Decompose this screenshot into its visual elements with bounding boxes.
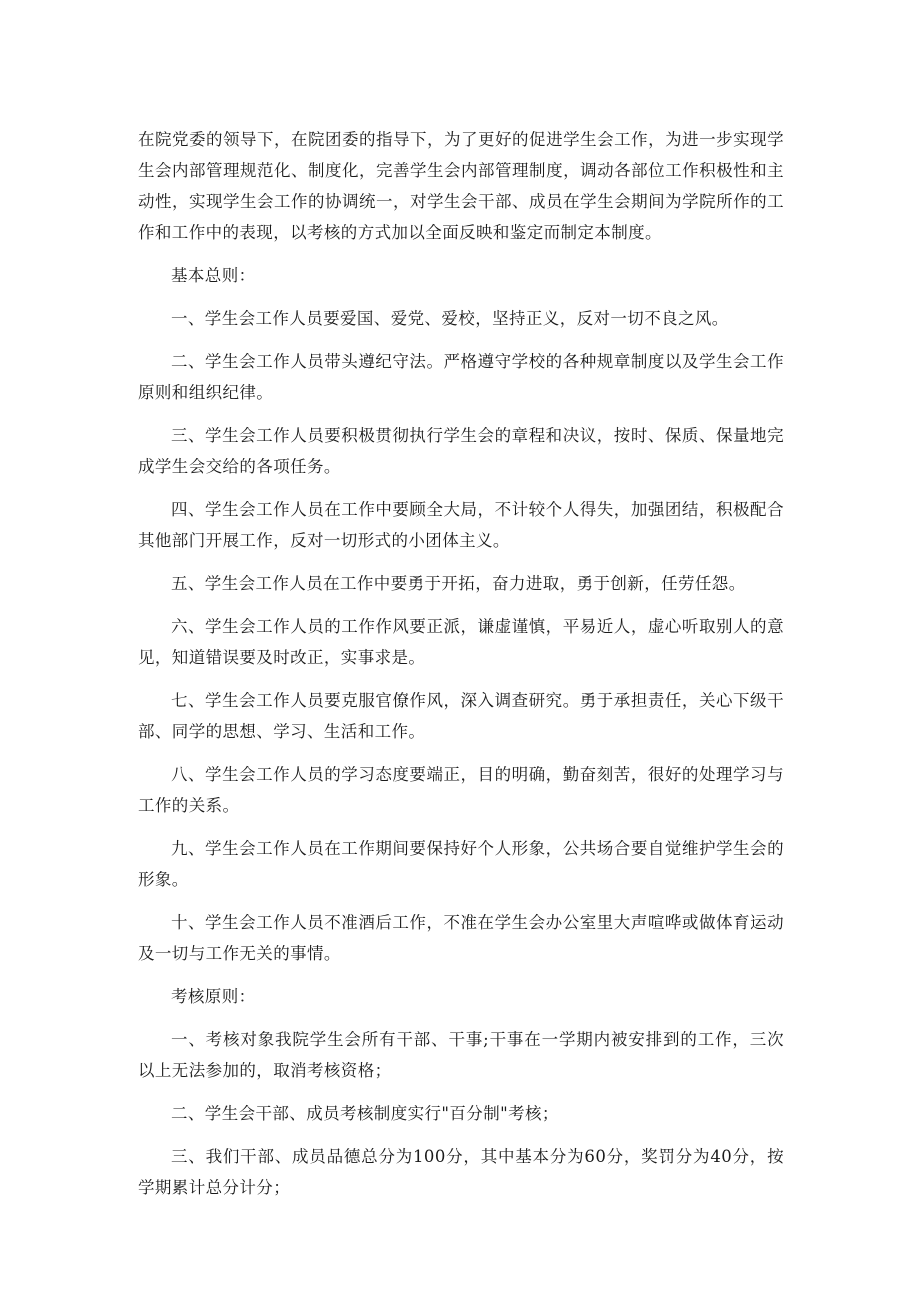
assessment-rule-3: 三、我们干部、成员品德总分为100分，其中基本分为60分，奖罚分为40分，按学期累计总分计分；	[138, 1147, 784, 1197]
basic-rule-6: 六、学生会工作人员的工作作风要正派，谦虚谨慎，平易近人，虚心听取别人的意见，知道错误要及时改正，实事求是。	[138, 617, 784, 667]
assessment-rule-1: 一、考核对象我院学生会所有干部、干事;干事在一学期内被安排到的工作，三次以上无法参加的，取消考核资格；	[138, 1030, 784, 1080]
basic-rule-2: 二、学生会工作人员带头遵纪守法。严格遵守学校的各种规章制度以及学生会工作原则和组织纪律。	[138, 352, 784, 402]
basic-rule-4: 四、学生会工作人员在工作中要顾全大局，不计较个人得失，加强团结，积极配合其他部门开展工作，反对一切形式的小团体主义。	[138, 500, 784, 550]
basic-rule-8: 八、学生会工作人员的学习态度要端正，目的明确，勤奋刻苦，很好的处理学习与工作的关系。	[138, 765, 784, 815]
basic-rule-1: 一、学生会工作人员要爱国、爱党、爱校，坚持正义，反对一切不良之风。	[171, 309, 729, 328]
assessment-heading: 考核原则：	[171, 987, 256, 1006]
basic-rule-3: 三、学生会工作人员要积极贯彻执行学生会的章程和决议，按时、保质、保量地完成学生会交给的各项任务。	[138, 426, 784, 476]
basic-rule-7: 七、学生会工作人员要克服官僚作风，深入调查研究。勇于承担责任，关心下级干部、同学的思想、学习、生活和工作。	[138, 691, 784, 741]
basic-rule-10: 十、学生会工作人员不准酒后工作，不准在学生会办公室里大声喧哗或做体育运动及一切与工作无关的事情。	[138, 913, 784, 963]
document-body	[138, 124, 784, 1203]
basic-rule-5: 五、学生会工作人员在工作中要勇于开拓，奋力进取，勇于创新，任劳任怨。	[171, 574, 746, 593]
intro-paragraph: 在院党委的领导下，在院团委的指导下，为了更好的促进学生会工作，为进一步实现学生会内部管理规范化、制度化，完善学生会内部管理制度，调动各部位工作积极性和主动性，实现学生会工作的协调统一，对学生会干部、成员在学生会期间为学院所作的工作和工作中的表现，以考核的方式加以全面反映和鉴定而制定本制度。	[138, 130, 784, 242]
assessment-rule-2: 二、学生会干部、成员考核制度实行"百分制"考核；	[171, 1104, 559, 1123]
basic-rules-heading: 基本总则：	[171, 266, 256, 285]
basic-rule-9: 九、学生会工作人员在工作期间要保持好个人形象，公共场合要自觉维护学生会的形象。	[138, 839, 784, 889]
